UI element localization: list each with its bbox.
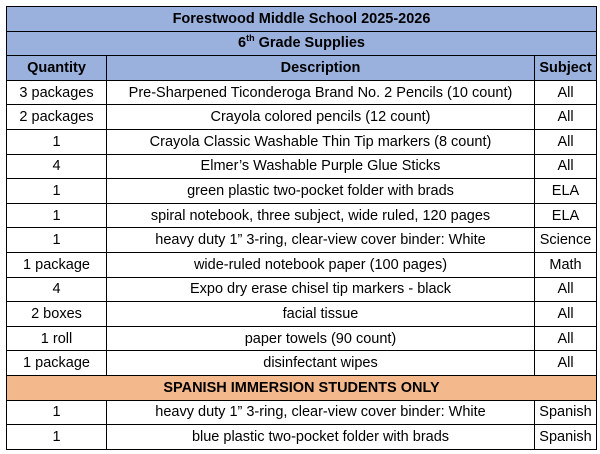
table-row — [7, 129, 597, 154]
table-row — [7, 302, 597, 327]
quantity-cell: 4 — [7, 154, 107, 179]
subject-cell: All — [535, 326, 597, 351]
supply-table — [6, 6, 597, 450]
quantity-header: Quantity — [7, 56, 107, 81]
description-cell: heavy duty 1” 3-ring, clear-view cover binder: White — [107, 228, 535, 253]
description-cell: blue plastic two-pocket folder with brads — [107, 425, 535, 450]
quantity-cell: 1 roll — [7, 326, 107, 351]
grade-title-text: Grade Supplies — [254, 35, 365, 52]
quantity-cell: 3 packages — [7, 80, 107, 105]
quantity-cell: 1 — [7, 203, 107, 228]
spanish-section-row — [7, 375, 597, 400]
grade-number: 6 — [238, 35, 247, 52]
subject-cell: All — [535, 351, 597, 376]
school-title: Forestwood Middle School 2025-2026 — [7, 7, 597, 32]
description-cell: green plastic two-pocket folder with brads — [107, 179, 535, 204]
description-cell: Pre-Sharpened Ticonderoga Brand No. 2 Pencils (10 count) — [107, 80, 535, 105]
quantity-cell: 1 — [7, 179, 107, 204]
subject-cell: Science — [535, 228, 597, 253]
subject-cell: Spanish — [535, 400, 597, 425]
description-header: Description — [107, 56, 535, 81]
description-cell: Elmer’s Washable Purple Glue Sticks — [107, 154, 535, 179]
table-row — [7, 154, 597, 179]
description-cell: spiral notebook, three subject, wide ruled, 120 pages — [107, 203, 535, 228]
table-row — [7, 252, 597, 277]
subject-cell: ELA — [535, 179, 597, 204]
description-cell: Crayola colored pencils (12 count) — [107, 105, 535, 130]
description-cell: paper towels (90 count) — [107, 326, 535, 351]
table-row — [7, 228, 597, 253]
subject-header: Subject — [535, 56, 597, 81]
grade-suffix: th — [246, 33, 255, 44]
subject-cell: ELA — [535, 203, 597, 228]
table-row — [7, 80, 597, 105]
description-cell: wide-ruled notebook paper (100 pages) — [107, 252, 535, 277]
school-title-row — [7, 7, 597, 32]
subject-cell: Math — [535, 252, 597, 277]
table-row — [7, 326, 597, 351]
grade-title — [7, 31, 597, 56]
quantity-cell: 1 package — [7, 351, 107, 376]
table-row — [7, 351, 597, 376]
subject-cell: All — [535, 129, 597, 154]
spanish-section-title: SPANISH IMMERSION STUDENTS ONLY — [7, 375, 597, 400]
description-cell: facial tissue — [107, 302, 535, 327]
description-cell: heavy duty 1” 3-ring, clear-view cover binder: White — [107, 400, 535, 425]
table-row — [7, 400, 597, 425]
quantity-cell: 1 — [7, 425, 107, 450]
table-row — [7, 425, 597, 450]
subject-cell: All — [535, 277, 597, 302]
subject-cell: Spanish — [535, 425, 597, 450]
supply-list-sheet — [6, 6, 596, 450]
description-cell: Expo dry erase chisel tip markers - black — [107, 277, 535, 302]
quantity-cell: 1 — [7, 400, 107, 425]
table-row — [7, 179, 597, 204]
subject-cell: All — [535, 105, 597, 130]
quantity-cell: 1 — [7, 129, 107, 154]
column-header-row — [7, 56, 597, 81]
subject-cell: All — [535, 80, 597, 105]
subject-cell: All — [535, 154, 597, 179]
table-row — [7, 277, 597, 302]
quantity-cell: 2 boxes — [7, 302, 107, 327]
table-row — [7, 203, 597, 228]
grade-title-row — [7, 31, 597, 56]
quantity-cell: 1 — [7, 228, 107, 253]
description-cell: Crayola Classic Washable Thin Tip markers (8 count) — [107, 129, 535, 154]
quantity-cell: 2 packages — [7, 105, 107, 130]
table-row — [7, 105, 597, 130]
subject-cell: All — [535, 302, 597, 327]
quantity-cell: 4 — [7, 277, 107, 302]
description-cell: disinfectant wipes — [107, 351, 535, 376]
quantity-cell: 1 package — [7, 252, 107, 277]
